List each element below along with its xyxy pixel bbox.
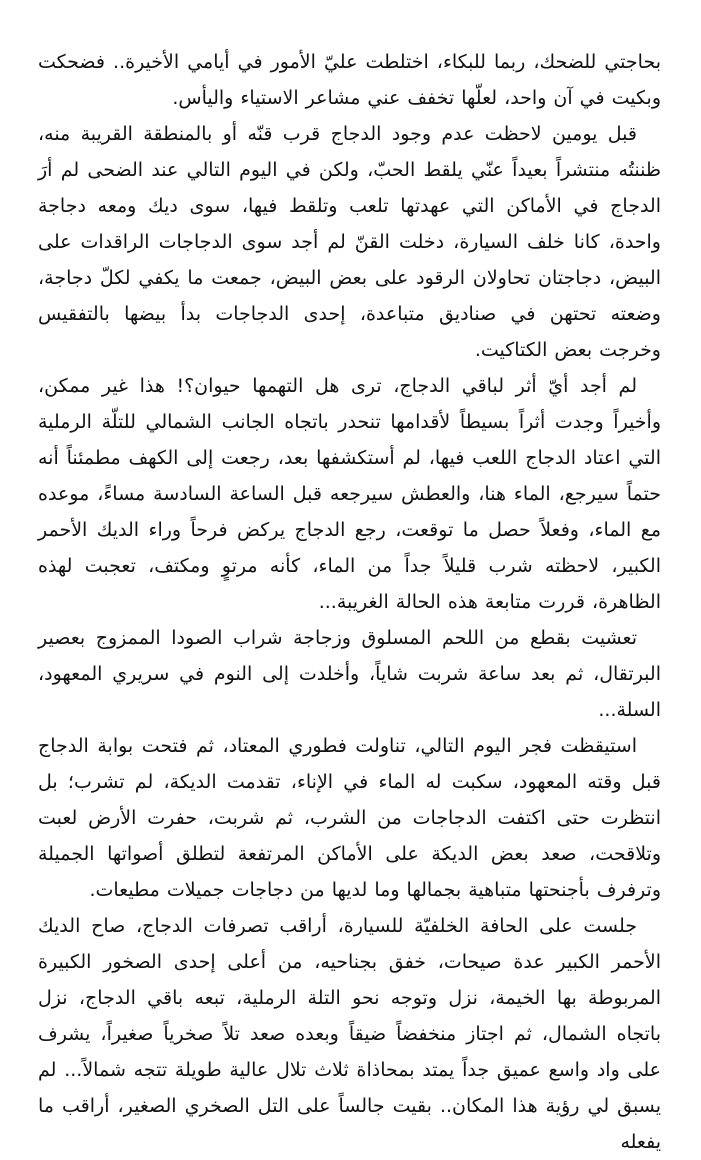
paragraph: لم أجد أيّ أثر لباقي الدجاج، ترى هل التهمها حيوان؟! هذا غير ممكن، وأخيراً وجدت أثراً بسيطاً لأقدامها تنحدر باتجاه الجانب الشمالي للتلّة الرملية التي اعتاد الدجاج اللعب فيها، لم أستكشفها بعد، رجعت إلى الكهف مطمئناً أنه حتماً سيرجع، الماء هنا، والعطش سيرجعه قبل الساعة السادسة مساءً، موعده مع الماء، وفعلاً حصل ما توقعت، رجع الدجاج يركض فرحاً وراء الديك الأحمر الكبير، لاحظته شرب قليلاً جداً من الماء، كأنه مرتوٍ ومكتف، تعجبت لهذه الظاهرة، قررت متابعة هذه الحالة الغريبة... bbox=[38, 375, 661, 613]
paragraph-continuation: بحاجتي للضحك، ربما للبكاء، اختلطت عليّ الأمور في أيامي الأخيرة.. فضحكت وبكيت في آن واحد، لعلّها تخفف عني مشاعر الاستياء واليأس. bbox=[38, 51, 661, 109]
paragraph: تعشيت بقطع من اللحم المسلوق وزجاجة شراب الصودا الممزوج بعصير البرتقال، ثم بعد ساعة شربت شاياً، وأخلدت إلى النوم في سريري المعهود، السلة... bbox=[38, 627, 661, 721]
paragraph: جلست على الحافة الخلفيّة للسيارة، أراقب تصرفات الدجاج، صاح الديك الأحمر الكبير عدة صيحات، خفق بجناحيه، من أعلى إحدى الصخور الكبيرة المربوطة بها الخيمة، نزل وتوجه نحو التلة الرملية، تبعه باقي الدجاج، نزل باتجاه الشمال، ثم اجتاز منخفضاً ضيقاً وبعده صعد تلاً صخرياً صغيراً، يشرف على واد واسع عميق جداً يمتد بمحاذاة ثلاث تلال عالية طويلة تتجه شمالاً... لم يسبق لي رؤية هذا المكان.. بقيت جالساً على التل الصخري الصغير، أراقب ما يفعله bbox=[38, 915, 661, 1153]
paragraph: قبل يومين لاحظت عدم وجود الدجاج قرب قنّه أو بالمنطقة القريبة منه، ظننتُه منتشراً بعيداً عنّي يلقط الحبّ، ولكن في اليوم التالي عند الضحى لم أرَ الدجاج في الأماكن التي عهدتها تلعب وتلقط فيها، سوى ديك ومعه دجاجة واحدة، كانا خلف السيارة، دخلت القنّ لم أجد سوى الدجاجات الراقدات على البيض، دجاجتان تحاولان الرقود على بعض البيض، جمعت ما يكفي لكلّ دجاجة، وضعته تحتهن في صناديق متباعدة، إحدى الدجاجات بدأ بيضها بالتفقيس وخرجت بعض الكتاكيت. bbox=[38, 123, 661, 361]
paragraph: استيقظت فجر اليوم التالي، تناولت فطوري المعتاد، ثم فتحت بوابة الدجاج قبل وقته المعهود، سكبت له الماء في الإناء، تقدمت الديكة، لم تشرب؛ بل انتظرت حتى اكتفت الدجاجات من الشرب، ثم شربت، حفرت الأرض لعبت وتلاقحت، صعد بعض الديكة على الأماكن المرتفعة لتطلق أصواتها الجميلة وترفرف بأجنحتها متباهية بجمالها وما لديها من دجاجات جميلات مطيعات. bbox=[38, 735, 661, 901]
